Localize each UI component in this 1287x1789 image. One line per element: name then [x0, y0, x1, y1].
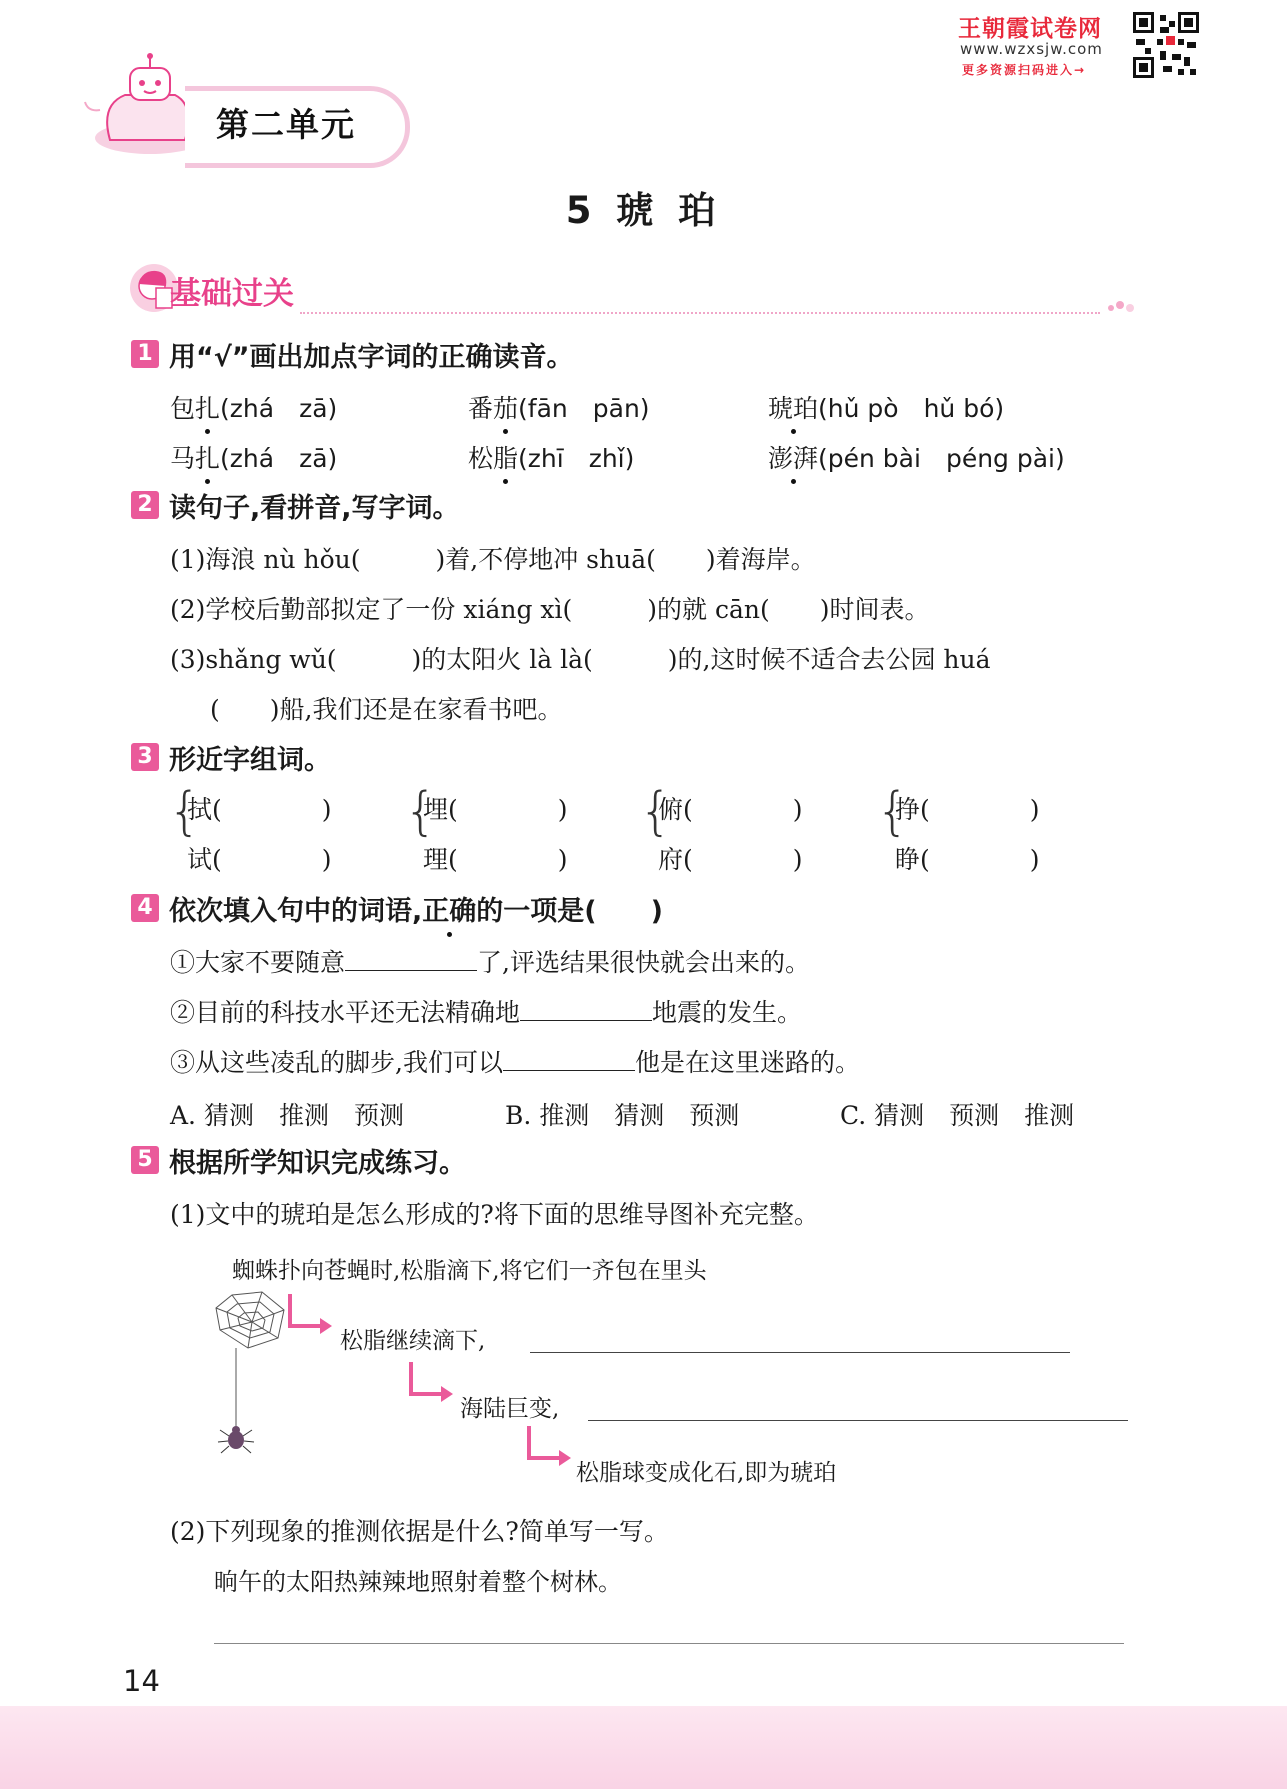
q3-group-4-top: 挣( ) — [895, 795, 1040, 824]
question-1-prompt: 用“√”画出加点字词的正确读音。 — [169, 342, 574, 373]
brace-2: { — [404, 782, 438, 842]
lesson-title: 5 琥 珀 — [565, 189, 722, 232]
mindmap-step-4: 松脂球变成化石,即为琥珀 — [576, 1460, 837, 1486]
answer-line-step-2[interactable] — [530, 1352, 1070, 1353]
q4-blank-2[interactable] — [520, 998, 652, 1021]
q4-blank-1[interactable] — [345, 948, 477, 971]
question-number-1: 1 — [131, 340, 159, 368]
q1-item-3: 琥珀(hǔ pò hǔ bó) — [768, 389, 1004, 425]
q5-subquestion-1: (1)文中的琥珀是怎么形成的?将下面的思维导图补充完整。 — [170, 1200, 819, 1229]
q1-item-4: 马扎(zhá zā) — [170, 439, 337, 475]
page-number: 14 — [123, 1664, 160, 1698]
q3-group-3-bottom: 府( ) — [658, 845, 803, 874]
arrow-icon — [407, 1362, 453, 1406]
q5-phenomenon: 晌午的太阳热辣辣地照射着整个树林。 — [214, 1568, 622, 1596]
question-number-3: 3 — [131, 743, 159, 771]
brace-3: { — [639, 782, 673, 842]
q1-item-6: 澎湃(pén bài péng pài) — [768, 439, 1065, 475]
q5-subquestion-2: (2)下列现象的推测依据是什么?简单写一写。 — [170, 1517, 669, 1546]
decorative-dots-icon — [1106, 300, 1136, 316]
arrow-icon — [525, 1426, 571, 1470]
q3-group-3-top: 俯( ) — [658, 795, 803, 824]
brand-url[interactable]: www.wzxsjw.com — [960, 40, 1103, 58]
section-divider — [300, 312, 1100, 314]
question-number-4: 4 — [131, 894, 159, 922]
q1-item-5: 松脂(zhī zhǐ) — [468, 439, 634, 475]
q4-sentence-2: ②目前的科技水平还无法精确地 地震的发生。 — [170, 998, 803, 1027]
mindmap-step-3: 海陆巨变, — [460, 1396, 560, 1422]
brace-4: { — [876, 782, 910, 842]
q2-sentence-2: (2)学校后勤部拟定了一份 xiáng xì( )的就 cān( )时间表。 — [170, 595, 930, 624]
answer-line-step-3[interactable] — [588, 1420, 1128, 1421]
q4-option-a[interactable]: A. 猜测 推测 预测 — [170, 1101, 404, 1130]
q3-group-2-bottom: 理( ) — [423, 845, 568, 874]
brace-1: { — [168, 782, 202, 842]
question-number-5: 5 — [131, 1146, 159, 1174]
q4-option-c[interactable]: C. 猜测 预测 推测 — [840, 1101, 1075, 1130]
q3-group-2-top: 埋( ) — [423, 795, 568, 824]
q1-item-2: 番茄(fān pān) — [468, 389, 650, 425]
spider-web-icon — [212, 1290, 292, 1460]
question-2-prompt: 读句子,看拼音,写字词。 — [169, 493, 460, 524]
question-number-2: 2 — [131, 491, 159, 519]
q4-sentence-1: ①大家不要随意 了,评选结果很快就会出来的。 — [170, 948, 810, 977]
brand-tip: 更多资源扫码进入→ — [962, 63, 1087, 77]
q3-group-1-bottom: 试( ) — [187, 845, 332, 874]
q4-sentence-3: ③从这些凌乱的脚步,我们可以 他是在这里迷路的。 — [170, 1048, 860, 1077]
q2-sentence-1: (1)海浪 nù hǒu( )着,不停地冲 shuā( )着海岸。 — [170, 545, 816, 574]
q2-sentence-3-cont: ( )船,我们还是在家看书吧。 — [210, 695, 563, 724]
qr-code-icon[interactable] — [1133, 12, 1199, 78]
footer-band — [0, 1706, 1287, 1789]
mindmap-step-2: 松脂继续滴下, — [340, 1328, 486, 1354]
unit-title: 第二单元 — [216, 105, 356, 144]
question-5-prompt: 根据所学知识完成练习。 — [169, 1148, 466, 1179]
section-title: 基础过关 — [170, 276, 294, 312]
question-4-prompt: 依次填入句中的词语,正确的一项是( ) — [169, 889, 663, 928]
answer-line-phenomenon[interactable] — [214, 1643, 1124, 1644]
q3-group-1-top: 拭( ) — [187, 795, 332, 824]
arrow-icon — [286, 1294, 332, 1338]
q4-blank-3[interactable] — [503, 1048, 635, 1071]
q3-group-4-bottom: 睁( ) — [895, 845, 1040, 874]
q2-sentence-3: (3)shǎng wǔ( )的太阳火 là là( )的,这时候不适合去公园 huá — [170, 645, 991, 674]
mindmap-step-1: 蜘蛛扑向苍蝇时,松脂滴下,将它们一齐包在里头 — [232, 1258, 707, 1284]
q1-item-1: 包扎(zhá zā) — [170, 389, 337, 425]
q4-option-b[interactable]: B. 推测 猜测 预测 — [505, 1101, 740, 1130]
brand-name: 王朝霞试卷网 — [958, 16, 1102, 42]
question-3-prompt: 形近字组词。 — [169, 745, 331, 776]
